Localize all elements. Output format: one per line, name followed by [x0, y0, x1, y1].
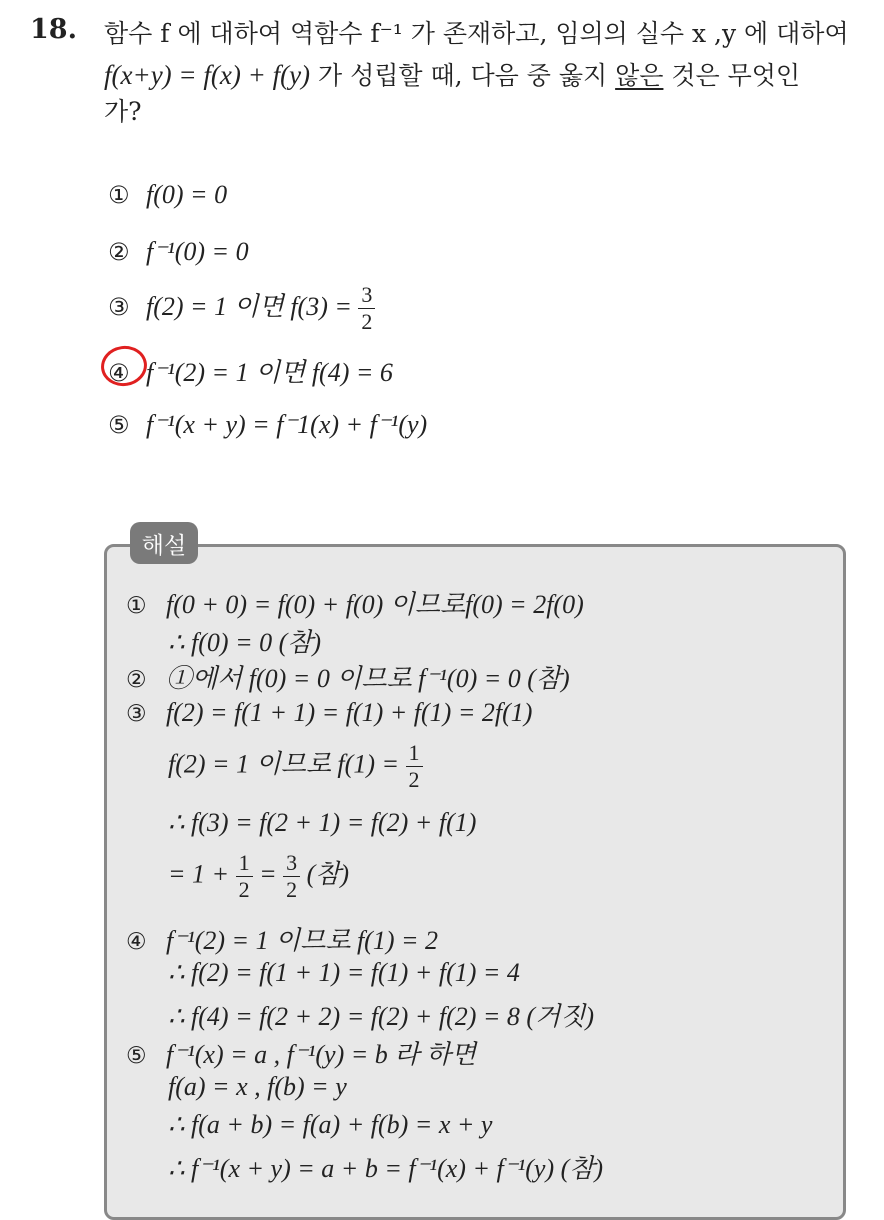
solution-text: f⁻¹(x) = a , f⁻¹(y) = b 라 하면 [166, 1040, 477, 1069]
solution-4 [126, 920, 438, 957]
solution-5-line-2 [168, 1072, 347, 1102]
solution-text: (참) [300, 859, 350, 889]
fraction [236, 850, 253, 903]
solution-number: ⑤ [126, 1043, 147, 1069]
question-line-3: 가? [104, 97, 142, 126]
solution-3-line-4 [168, 850, 349, 903]
option-2 [108, 237, 249, 267]
option-text: f⁻¹(2) = 1 이면 f(4) = 6 [146, 358, 393, 387]
solution-text: = [252, 859, 284, 889]
solution-text: f(a) = x , f(b) = y [168, 1072, 347, 1101]
solution-number: ① [126, 593, 147, 619]
solution-text: f(2) = f(1 + 1) = f(1) + f(1) = 2f(1) [166, 698, 533, 727]
option-text: f(0) = 0 [146, 180, 228, 209]
numerator: 3 [283, 850, 300, 877]
underlined-word: 않은 [615, 61, 664, 90]
option-4 [108, 352, 393, 389]
option-3 [108, 282, 375, 335]
solution-3-line-3 [168, 808, 476, 838]
solution-tag: 해설 [130, 522, 198, 564]
solution-5 [126, 1034, 476, 1071]
solution-text: ∴ f⁻¹(x + y) = a + b = f⁻¹(x) + f⁻¹(y) (참) [168, 1154, 604, 1183]
solution-2 [126, 658, 570, 695]
solution-number: ③ [126, 701, 147, 727]
solution-number: ④ [126, 929, 147, 955]
question-line-1: 함수 f 에 대하여 역함수 f⁻¹ 가 존재하고, 임의의 실수 x ,y 에 대하여 [104, 19, 849, 48]
solution-text: ∴ f(a + b) = f(a) + f(b) = x + y [168, 1110, 493, 1139]
option-text: f⁻¹(x + y) = f⁻1(x) + f⁻¹(y) [146, 410, 428, 439]
solution-text: f(2) = 1 이므로 f(1) = [168, 749, 406, 779]
solution-text: ∴ f(4) = f(2 + 2) = f(2) + f(2) = 8 (거짓) [168, 1002, 594, 1031]
solution-text: = 1 + [168, 859, 236, 889]
option-text: f(2) = 1 이면 f(3) = [146, 292, 359, 321]
solution-4-line-3 [168, 996, 594, 1033]
denominator: 2 [408, 767, 420, 792]
fraction [283, 850, 300, 903]
option-number: ⑤ [108, 411, 130, 439]
question-line-2 [104, 56, 800, 92]
option-number: ④ [108, 359, 130, 387]
denominator: 2 [361, 309, 373, 334]
denominator: 2 [238, 877, 250, 902]
solution-text: f⁻¹(2) = 1 이므로 f(1) = 2 [166, 926, 439, 955]
question-text-a: 가 성립할 때, 다음 중 옳지 [310, 61, 616, 90]
solution-4-line-2 [168, 958, 520, 988]
denominator: 2 [286, 877, 298, 902]
option-number: ① [108, 181, 130, 209]
option-text: f⁻¹(0) = 0 [146, 237, 249, 266]
option-5 [108, 410, 427, 440]
fraction [358, 282, 375, 335]
solution-1-conclusion [168, 622, 321, 659]
numerator: 3 [358, 282, 375, 309]
option-number: ③ [108, 293, 130, 321]
solution-text: ∴ f(2) = f(1 + 1) = f(1) + f(1) = 4 [168, 958, 520, 987]
solution-text: f(0 + 0) = f(0) + f(0) 이므로f(0) = 2f(0) [166, 590, 584, 619]
solution-text: ①에서 f(0) = 0 이므로 f⁻¹(0) = 0 (참) [166, 664, 570, 693]
numerator: 1 [236, 850, 253, 877]
question-number: 18. [30, 14, 77, 45]
solution-text: ∴ f(0) = 0 (참) [168, 628, 322, 657]
solution-3-line-2 [168, 740, 423, 793]
solution-number: ② [126, 667, 147, 693]
option-1 [108, 180, 227, 210]
question-formula: f(x+y) = f(x) + f(y) [104, 60, 311, 90]
solution-5-line-3 [168, 1110, 492, 1140]
solution-5-line-4 [168, 1148, 603, 1185]
solution-3 [126, 698, 532, 728]
fraction [406, 740, 423, 793]
solution-1 [126, 584, 584, 621]
numerator: 1 [406, 740, 423, 767]
solution-text: ∴ f(3) = f(2 + 1) = f(2) + f(1) [168, 808, 477, 837]
question-text-b: 것은 무엇인 [663, 61, 801, 90]
option-number: ② [108, 238, 130, 266]
